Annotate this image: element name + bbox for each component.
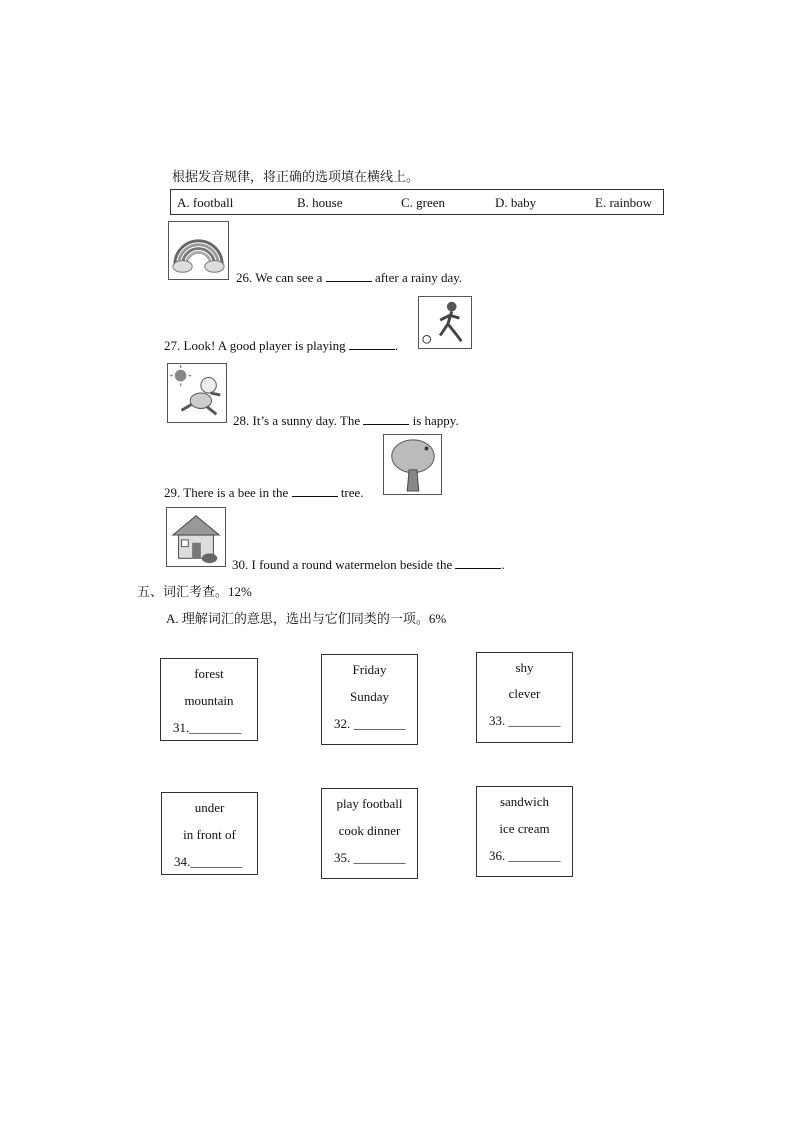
answer-blank-33[interactable]: 33. ________ [489,713,561,728]
vocab-box-34 [161,792,258,875]
option-c: C. green [401,195,446,210]
baby-sun-icon [167,363,227,423]
answer-blank-32[interactable]: 32. ________ [334,716,406,731]
answer-blank-34[interactable]: 34.________ [174,854,243,869]
answer-blank-27[interactable] [349,338,395,350]
vocab-word: ice cream [499,821,550,836]
vocab-word: forest [194,666,224,681]
vocab-word: play football [336,796,403,811]
vocab-word: shy [515,660,534,675]
vocab-word: sandwich [499,794,550,809]
question-28: 28. It’s a sunny day. The is happy. [233,413,459,428]
house-icon [166,507,226,567]
answer-blank-31[interactable]: 31.________ [173,720,242,735]
vocab-word: Friday [352,662,387,677]
vocab-box-33 [476,652,573,743]
question-29: 29. There is a bee in the tree. [164,485,364,500]
section-5-part-a: A. 理解词汇的意思，选出与它们同类的一项。6% [166,611,447,626]
option-e: E. rainbow [595,195,653,210]
vocab-box-32 [321,654,418,745]
answer-blank-35[interactable]: 35. ________ [334,850,406,865]
instruction: 根据发音规律，将正确的选项填在横线上。 [172,169,420,184]
vocab-box-35 [321,788,418,879]
answer-blank-30[interactable] [455,557,501,569]
vocab-box-36 [476,786,573,877]
answer-blank-26[interactable] [326,270,372,282]
options-box [170,189,664,215]
vocab-word: mountain [184,693,234,708]
option-d: D. baby [495,195,537,210]
option-a: A. football [177,195,234,210]
vocab-word: Sunday [350,689,389,704]
option-b: B. house [297,195,343,210]
answer-blank-36[interactable]: 36. ________ [489,848,561,863]
football-player-icon [418,296,472,349]
vocab-word: cook dinner [338,823,401,838]
answer-blank-29[interactable] [292,485,338,497]
vocab-box-31 [160,658,258,741]
tree-icon [383,434,442,495]
rainbow-icon [168,221,229,280]
section-5-title: 五、词汇考查。12% [137,584,252,599]
question-27: 27. Look! A good player is playing . [164,338,399,353]
vocab-word: under [194,800,225,815]
vocab-word: clever [508,686,541,701]
question-26: 26. We can see a after a rainy day. [236,270,463,285]
vocab-word: in front of [183,827,236,842]
question-30: 30. I found a round watermelon beside the . [232,557,505,572]
answer-blank-28[interactable] [363,413,409,425]
